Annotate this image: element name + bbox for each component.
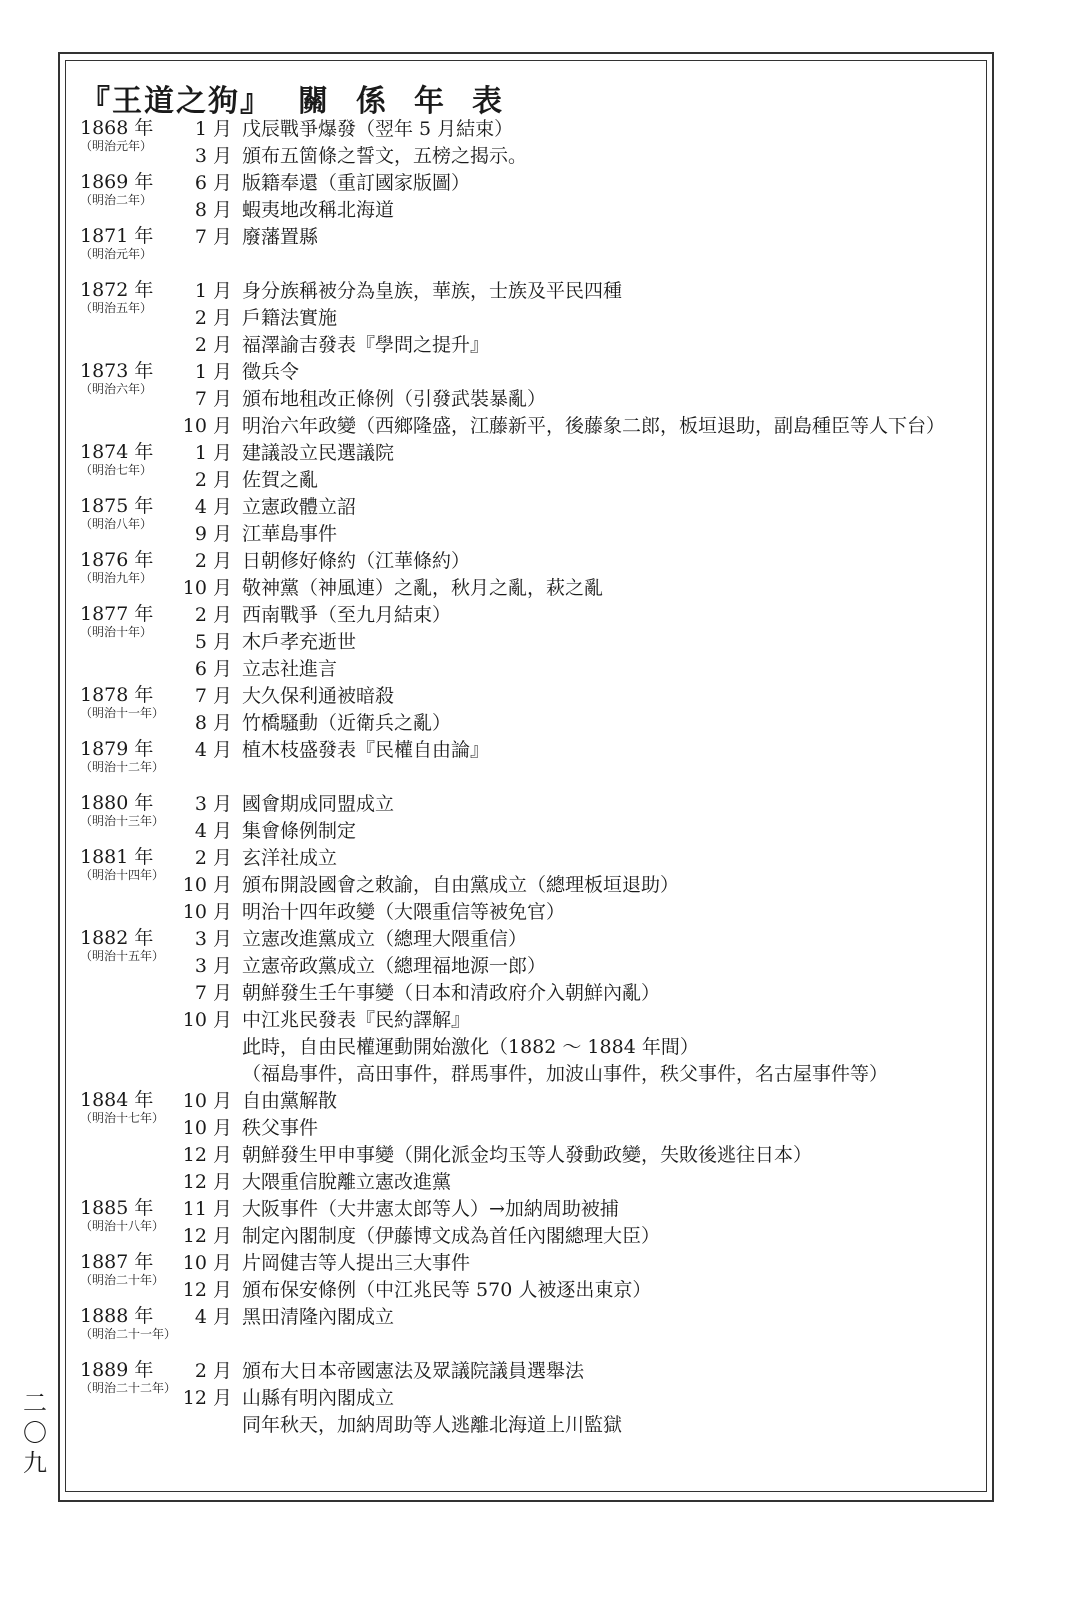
month-label: 10 月 [182,901,232,923]
title-char-1: 關 [298,84,330,119]
year-label: 1881 年 [80,846,154,868]
year-label: 1874 年 [80,441,154,463]
era-label: （明治十二年） [80,760,165,774]
timeline-row [80,1116,980,1143]
timeline-row [80,1224,980,1251]
page-number-digit: 九 [23,1449,47,1477]
event-text: 版籍奉還（重訂國家版圖） [242,172,471,194]
timeline-row [80,333,980,360]
event-text: 山縣有明內閣成立 [242,1387,395,1409]
era-label: （明治十一年） [80,706,165,720]
timeline-row [80,495,980,531]
year-label: 1885 年 [80,1197,154,1219]
timeline-row [80,792,980,828]
timeline-row [80,981,980,1008]
event-text: 廢藩置縣 [242,226,319,248]
timeline-row [80,306,980,333]
timeline-row [80,1359,980,1395]
event-text: 頒布開設國會之敕諭，自由黨成立（總理板垣退助） [242,874,680,896]
timeline-row [80,846,980,882]
month-label: 2 月 [194,604,232,626]
timeline-row [80,1170,980,1197]
month-label: 7 月 [194,388,232,410]
month-label: 8 月 [194,712,232,734]
month-label: 6 月 [194,172,232,194]
event-text: 大阪事件（大井憲太郎等人）→加納周助被捕 [242,1198,619,1220]
timeline-row [80,117,980,153]
month-label: 12 月 [182,1225,232,1247]
year-label: 1887 年 [80,1251,154,1273]
timeline-row [80,954,980,981]
era-label: （明治二十年） [80,1273,165,1287]
year-label: 1889 年 [80,1359,154,1381]
month-label: 10 月 [182,1252,232,1274]
month-label: 10 月 [182,1117,232,1139]
era-label: （明治元年） [80,247,153,261]
year-label: 1877 年 [80,603,154,625]
event-text: 頒布地租改正條例（引發武裝暴亂） [242,388,547,410]
timeline-row [80,1035,980,1062]
event-text: 制定內閣制度（伊藤博文成為首任內閣總理大臣） [242,1225,661,1247]
event-text: 徵兵令 [242,361,300,383]
timeline-row [80,387,980,414]
month-label: 1 月 [194,280,232,302]
month-label: 10 月 [182,415,232,437]
era-label: （明治七年） [80,463,153,477]
event-text: （福島事件，高田事件，群馬事件，加波山事件，秩父事件，名古屋事件等） [242,1063,889,1085]
month-label: 1 月 [194,442,232,464]
event-text: 頒布五箇條之誓文，五榜之揭示。 [242,145,528,167]
timeline-row [80,1089,980,1125]
event-text: 植木枝盛發表『民權自由論』 [242,739,490,761]
timeline-row [80,1143,980,1170]
event-text: 秩父事件 [242,1117,319,1139]
timeline-row [80,576,980,603]
era-label: （明治二年） [80,193,153,207]
timeline-row [80,1008,980,1035]
event-text: 片岡健吉等人提出三大事件 [242,1252,471,1274]
era-label: （明治元年） [80,139,153,153]
timeline-row [80,900,980,927]
timeline-row [80,1251,980,1287]
year-label: 1872 年 [80,279,154,301]
month-label: 12 月 [182,1171,232,1193]
event-text: 立憲改進黨成立（總理大隈重信） [242,928,528,950]
month-label: 10 月 [182,1090,232,1112]
event-text: 大隈重信脫離立憲改進黨 [242,1171,452,1193]
event-text: 黑田清隆內閣成立 [242,1306,395,1328]
month-label: 10 月 [182,577,232,599]
era-label: （明治九年） [80,571,153,585]
timeline-row [80,522,980,549]
timeline-row [80,549,980,585]
timeline-row [80,819,980,846]
month-label: 1 月 [194,118,232,140]
timeline-row [80,630,980,657]
timeline-row [80,1413,980,1440]
month-label: 4 月 [194,739,232,761]
page-title [80,76,504,120]
event-text: 敬神黨（神風連）之亂，秋月之亂，萩之亂 [242,577,604,599]
month-label: 4 月 [194,820,232,842]
event-text: 頒布大日本帝國憲法及眾議院議員選舉法 [242,1360,585,1382]
timeline-row [80,684,980,720]
event-text: 戶籍法實施 [242,307,338,329]
event-text: 集會條例制定 [242,820,357,842]
event-text: 明治六年政變（西鄉隆盛，江藤新平，後藤象二郎，板垣退助，副島種臣等人下台） [242,415,946,437]
month-label: 12 月 [182,1279,232,1301]
month-label: 9 月 [194,523,232,545]
event-text: 福澤諭吉發表『學問之提升』 [242,334,490,356]
timeline-row [80,657,980,684]
month-label: 3 月 [194,928,232,950]
year-label: 1880 年 [80,792,154,814]
era-label: （明治二十一年） [80,1327,177,1341]
title-char-3: 年 [414,84,446,119]
timeline-row [80,738,980,774]
page-number-digit: 二 [23,1389,47,1417]
month-label: 8 月 [194,199,232,221]
month-label: 3 月 [194,793,232,815]
event-text: 玄洋社成立 [242,847,338,869]
event-text: 頒布保安條例（中江兆民等 570 人被逐出東京） [242,1279,652,1301]
month-label: 2 月 [194,847,232,869]
year-label: 1876 年 [80,549,154,571]
title-book-name: 『王道之狗』 [80,84,272,119]
event-text: 中江兆民發表『民約譯解』 [242,1009,471,1031]
event-text: 大久保利通被暗殺 [242,685,395,707]
month-label: 12 月 [182,1144,232,1166]
event-text: 西南戰爭（至九月結束） [242,604,452,626]
timeline-row [80,711,980,738]
year-label: 1869 年 [80,171,154,193]
month-label: 2 月 [194,334,232,356]
event-text: 戊辰戰爭爆發（翌年 5 月結束） [242,118,514,140]
month-label: 4 月 [194,1306,232,1328]
month-label: 6 月 [194,658,232,680]
era-label: （明治十七年） [80,1111,165,1125]
month-label: 2 月 [194,469,232,491]
timeline-row [80,1197,980,1233]
event-text: 立憲政體立詔 [242,496,357,518]
page-number [20,1388,50,1478]
year-label: 1888 年 [80,1305,154,1327]
timeline-row [80,225,980,261]
event-text: 建議設立民選議院 [242,442,395,464]
year-label: 1875 年 [80,495,154,517]
timeline-row [80,360,980,396]
title-char-4: 表 [472,84,504,119]
month-label: 7 月 [194,226,232,248]
event-text: 立憲帝政黨成立（總理福地源一郎） [242,955,547,977]
event-text: 國會期成同盟成立 [242,793,395,815]
title-char-2: 係 [356,84,388,119]
page-number-digit: 〇 [23,1419,47,1447]
era-label: （明治十四年） [80,868,165,882]
year-label: 1878 年 [80,684,154,706]
event-text: 朝鮮發生甲申事變（開化派金均玉等人發動政變，失敗後逃往日本） [242,1144,813,1166]
year-label: 1873 年 [80,360,154,382]
month-label: 5 月 [194,631,232,653]
month-label: 11 月 [182,1198,232,1220]
month-label: 10 月 [182,1009,232,1031]
month-label: 7 月 [194,982,232,1004]
event-text: 立志社進言 [242,658,338,680]
event-text: 明治十四年政變（大隈重信等被免官） [242,901,566,923]
event-text: 木戶孝充逝世 [242,631,357,653]
era-label: （明治十年） [80,625,153,639]
month-label: 12 月 [182,1387,232,1409]
month-label: 10 月 [182,874,232,896]
era-label: （明治十八年） [80,1219,165,1233]
event-text: 竹橋騷動（近衛兵之亂） [242,712,452,734]
month-label: 3 月 [194,145,232,167]
event-text: 佐賀之亂 [242,469,319,491]
timeline-row [80,171,980,207]
year-label: 1882 年 [80,927,154,949]
timeline-row [80,927,980,963]
timeline-row [80,441,980,477]
month-label: 1 月 [194,361,232,383]
month-label: 2 月 [194,550,232,572]
year-label: 1884 年 [80,1089,154,1111]
era-label: （明治六年） [80,382,153,396]
era-label: （明治二十二年） [80,1381,177,1395]
event-text: 同年秋天，加納周助等人逃離北海道上川監獄 [242,1414,623,1436]
month-label: 2 月 [194,1360,232,1382]
timeline-row [80,1062,980,1089]
timeline-row [80,414,980,441]
event-text: 日朝修好條約（江華條約） [242,550,471,572]
event-text: 蝦夷地改稱北海道 [242,199,395,221]
event-text: 朝鮮發生壬午事變（日本和清政府介入朝鮮內亂） [242,982,661,1004]
timeline-row [80,603,980,639]
event-text: 此時，自由民權運動開始激化（1882 ～ 1884 年間） [242,1036,699,1058]
timeline-row [80,279,980,315]
month-label: 3 月 [194,955,232,977]
era-label: （明治五年） [80,301,153,315]
year-label: 1868 年 [80,117,154,139]
event-text: 江華島事件 [242,523,338,545]
event-text: 身分族稱被分為皇族，華族，士族及平民四種 [242,280,623,302]
year-label: 1871 年 [80,225,154,247]
event-text: 自由黨解散 [242,1090,338,1112]
month-label: 2 月 [194,307,232,329]
timeline-row [80,144,980,171]
month-label: 4 月 [194,496,232,518]
timeline-row [80,1305,980,1341]
timeline-row [80,1386,980,1413]
timeline-row [80,198,980,225]
timeline-row [80,468,980,495]
year-label: 1879 年 [80,738,154,760]
era-label: （明治十五年） [80,949,165,963]
era-label: （明治十三年） [80,814,165,828]
era-label: （明治八年） [80,517,153,531]
timeline-row [80,1278,980,1305]
month-label: 7 月 [194,685,232,707]
timeline-row [80,873,980,900]
